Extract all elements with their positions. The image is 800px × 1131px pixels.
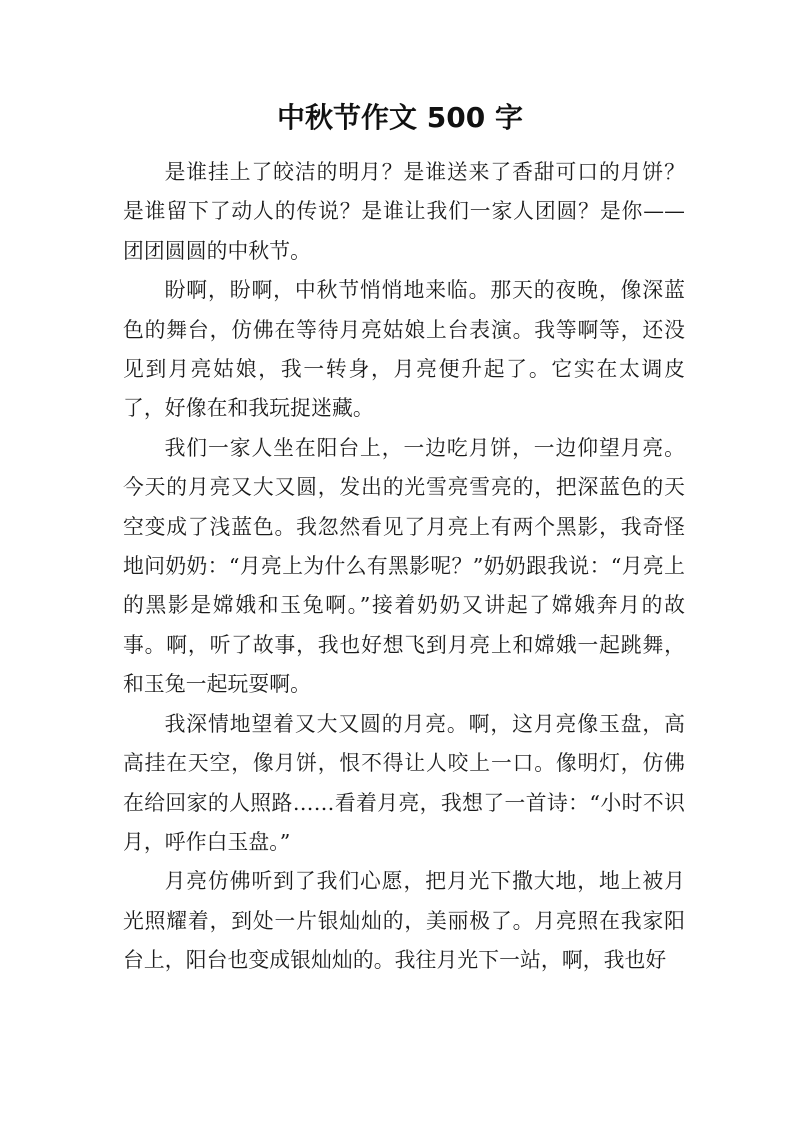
paragraph: 我深情地望着又大又圆的月亮。啊，这月亮像玉盘，高高挂在天空，像月饼，恨不得让人咬上一口。像明灯，仿佛在给回家的人照路……看着月亮，我想了一首诗：“小时不识月，呼作白玉盘。” [123,711,685,854]
paragraph: 月亮仿佛听到了我们心愿，把月光下撒大地，地上被月光照耀着，到处一片银灿灿的，美丽极了。月亮照在我家阳台上，阳台也变成银灿灿的。我往月光下一站，啊，我也好 [123,869,685,973]
paragraph: 我们一家人坐在阳台上，一边吃月饼，一边仰望月亮。今天的月亮又大又圆，发出的光雪亮雪亮的，把深蓝色的天空变成了浅蓝色。我忽然看见了月亮上有两个黑影，我奇怪地问奶奶：“月亮上为什么有黑影呢？”奶奶跟我说：“月亮上的黑影是嫦娥和玉兔啊。”接着奶奶又讲起了嫦娥奔月的故事。啊，听了故事，我也好想飞到月亮上和嫦娥一起跳舞，和玉兔一起玩耍啊。 [123,435,685,697]
document-body [123,153,685,981]
paragraph: 盼啊，盼啊，中秋节悄悄地来临。那天的夜晚，像深蓝色的舞台，仿佛在等待月亮姑娘上台表演。我等啊等，还没见到月亮姑娘，我一转身，月亮便升起了。它实在太调皮了，好像在和我玩捉迷藏。 [123,278,685,421]
paragraph: 是谁挂上了皎洁的明月？是谁送来了香甜可口的月饼？是谁留下了动人的传说？是谁让我们一家人团圆？是你——团团圆圆的中秋节。 [123,160,685,263]
document-title: 中秋节作文 500 字 [277,101,523,134]
